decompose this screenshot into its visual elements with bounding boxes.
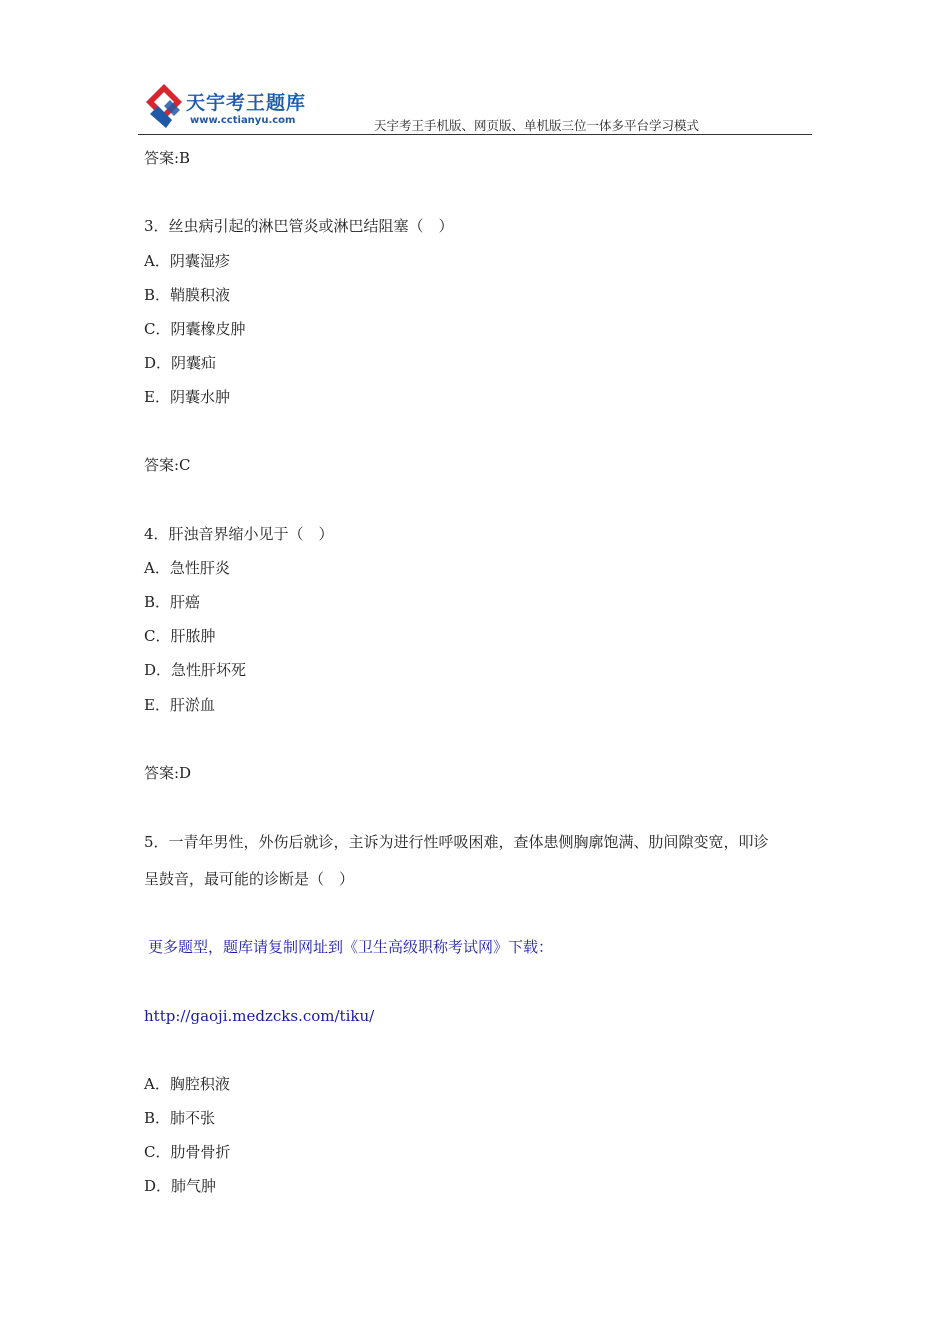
question-3-option-b: B．鞘膜积液 xyxy=(144,286,231,304)
question-4-option-d: D．急性肝坏死 xyxy=(144,661,247,679)
question-4-option-a: A．急性肝炎 xyxy=(144,559,230,577)
question-5-stem-line1: 5．一青年男性，外伤后就诊，主诉为进行性呼吸困难，查体患侧胸廓饱满、肋间隙变宽，叩诊 xyxy=(144,833,769,851)
question-4-option-e: E．肝淤血 xyxy=(144,696,215,714)
question-4-stem: 4．肝浊音界缩小见于（ ） xyxy=(144,525,334,543)
header-tagline: 天宇考王手机版、网页版、单机版三位一体多平台学习模式 xyxy=(374,118,700,133)
question-4-option-c: C．肝脓肿 xyxy=(144,627,216,645)
question-3-option-d: D．阴囊疝 xyxy=(144,354,217,372)
question-5-option-a: A．胸腔积液 xyxy=(144,1075,230,1093)
promo-text: 更多题型，题库请复制网址到《卫生高级职称考试网》下载： xyxy=(148,938,554,956)
question-3-option-e: E．阴囊水肿 xyxy=(144,388,230,406)
answer-q3: 答案:C xyxy=(144,456,191,474)
question-4-option-b: B．肝癌 xyxy=(144,593,201,611)
logo xyxy=(144,82,334,132)
question-5-option-c: C．肋骨骨折 xyxy=(144,1143,231,1161)
question-3-stem: 3．丝虫病引起的淋巴管炎或淋巴结阻塞（ ） xyxy=(144,217,454,235)
question-3-option-a: A．阴囊湿疹 xyxy=(144,252,230,270)
question-3-option-c: C．阴囊橡皮肿 xyxy=(144,320,246,338)
logo-url: www.cctianyu.com xyxy=(190,115,296,126)
question-5-option-d: D．肺气肿 xyxy=(144,1177,217,1195)
answer-q4: 答案:D xyxy=(144,764,192,782)
answer-q2: 答案:B xyxy=(144,149,191,167)
logo-diamond-icon xyxy=(144,82,188,130)
logo-title: 天宇考王题库 xyxy=(186,92,307,114)
promo-url-link[interactable]: http://gaoji.medzcks.com/tiku/ xyxy=(144,1007,375,1025)
question-5-stem-line2: 呈鼓音，最可能的诊断是（ ） xyxy=(144,870,355,888)
page-header xyxy=(138,80,812,135)
question-5-option-b: B．肺不张 xyxy=(144,1109,216,1127)
